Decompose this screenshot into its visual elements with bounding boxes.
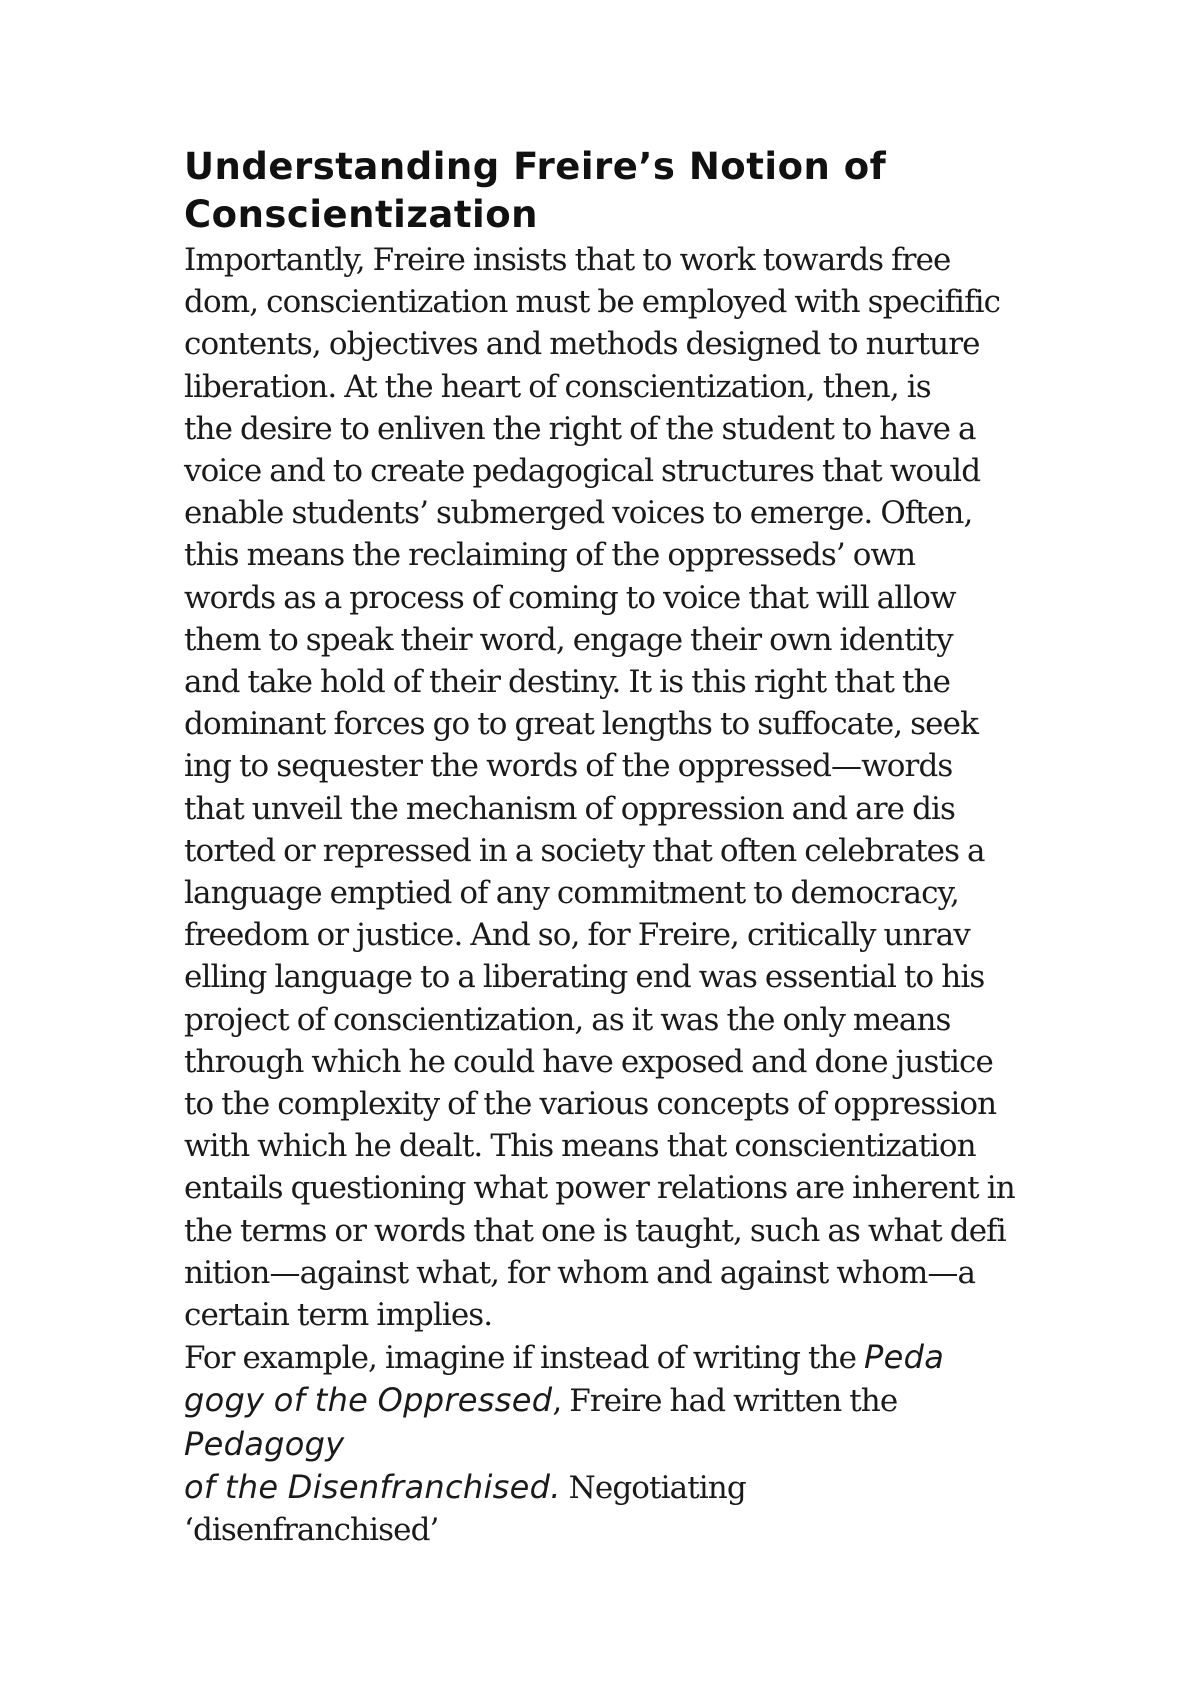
book-title-italic: Peda — [864, 1338, 945, 1377]
body-paragraph-2 — [184, 1336, 1014, 1551]
text-line: language emptied of any commitment to democracy, — [184, 875, 960, 912]
text-line: that unveil the mechanism of oppression and are dis — [184, 790, 956, 827]
title-line: Understanding Freire’s Notion of — [184, 145, 887, 188]
text-line — [184, 1379, 1014, 1422]
text-run: Negotiating — [560, 1469, 746, 1506]
text-line: and take hold of their destiny. It is this right that the — [184, 664, 951, 701]
book-title-italic: of the Disenfranchised. — [184, 1467, 561, 1506]
text-line: the terms or words that one is taught, such as what defi — [184, 1212, 1006, 1249]
text-line: elling language to a liberating end was essential to his — [184, 959, 985, 996]
text-line: ing to sequester the words of the oppressed—words — [184, 748, 953, 785]
text-line: this means the reclaiming of the oppresseds’ own — [184, 537, 916, 574]
text-line — [184, 1423, 1014, 1466]
document-content — [184, 143, 1014, 1551]
title-line: Conscientization — [184, 193, 538, 236]
text-line: certain term implies. — [184, 1297, 493, 1334]
text-line — [184, 1466, 1014, 1509]
text-line: voice and to create pedagogical structures that would — [184, 453, 981, 490]
text-line: entails questioning what power relations are inherent in — [184, 1170, 1015, 1207]
text-line: them to speak their word, engage their own identity — [184, 621, 953, 658]
text-line: the desire to enliven the right of the student to have a — [184, 410, 976, 447]
text-line — [184, 1509, 1014, 1551]
text-line: dominant forces go to great lengths to suffocate, seek — [184, 706, 978, 743]
text-line: through which he could have exposed and done justice — [184, 1043, 993, 1080]
text-run: For example, imagine if instead of writing the — [184, 1340, 865, 1377]
text-line: contents, objectives and methods designed to nurture — [184, 326, 980, 363]
text-line: to the complexity of the various concepts of oppression — [184, 1086, 997, 1123]
book-title-italic: Pedagogy — [184, 1424, 345, 1463]
text-line — [184, 1336, 1014, 1379]
text-line: torted or repressed in a society that often celebrates a — [184, 832, 985, 869]
text-run: ‘disenfranchised’ — [184, 1512, 439, 1549]
section-title — [184, 143, 1014, 239]
text-line: Importantly, Freire insists that to work towards free — [184, 242, 951, 278]
text-line: words as a process of coming to voice that will allow — [184, 579, 956, 616]
text-line: nition—against what, for whom and against whom—a — [184, 1254, 976, 1291]
text-run: , Freire had written the — [552, 1383, 898, 1420]
book-title-italic: gogy of the Oppressed — [184, 1381, 553, 1420]
text-line: with which he dealt. This means that conscientization — [184, 1128, 976, 1165]
text-line: enable students’ submerged voices to emerge. Often, — [184, 495, 973, 532]
text-line: freedom or justice. And so, for Freire, critically unrav — [184, 917, 970, 954]
body-paragraph — [184, 239, 1014, 1336]
text-line: dom, conscientization must be employed with specifific — [184, 284, 1001, 321]
text-line: project of conscientization, as it was the only means — [184, 1001, 951, 1038]
text-line: liberation. At the heart of conscientization, then, is — [184, 368, 931, 405]
